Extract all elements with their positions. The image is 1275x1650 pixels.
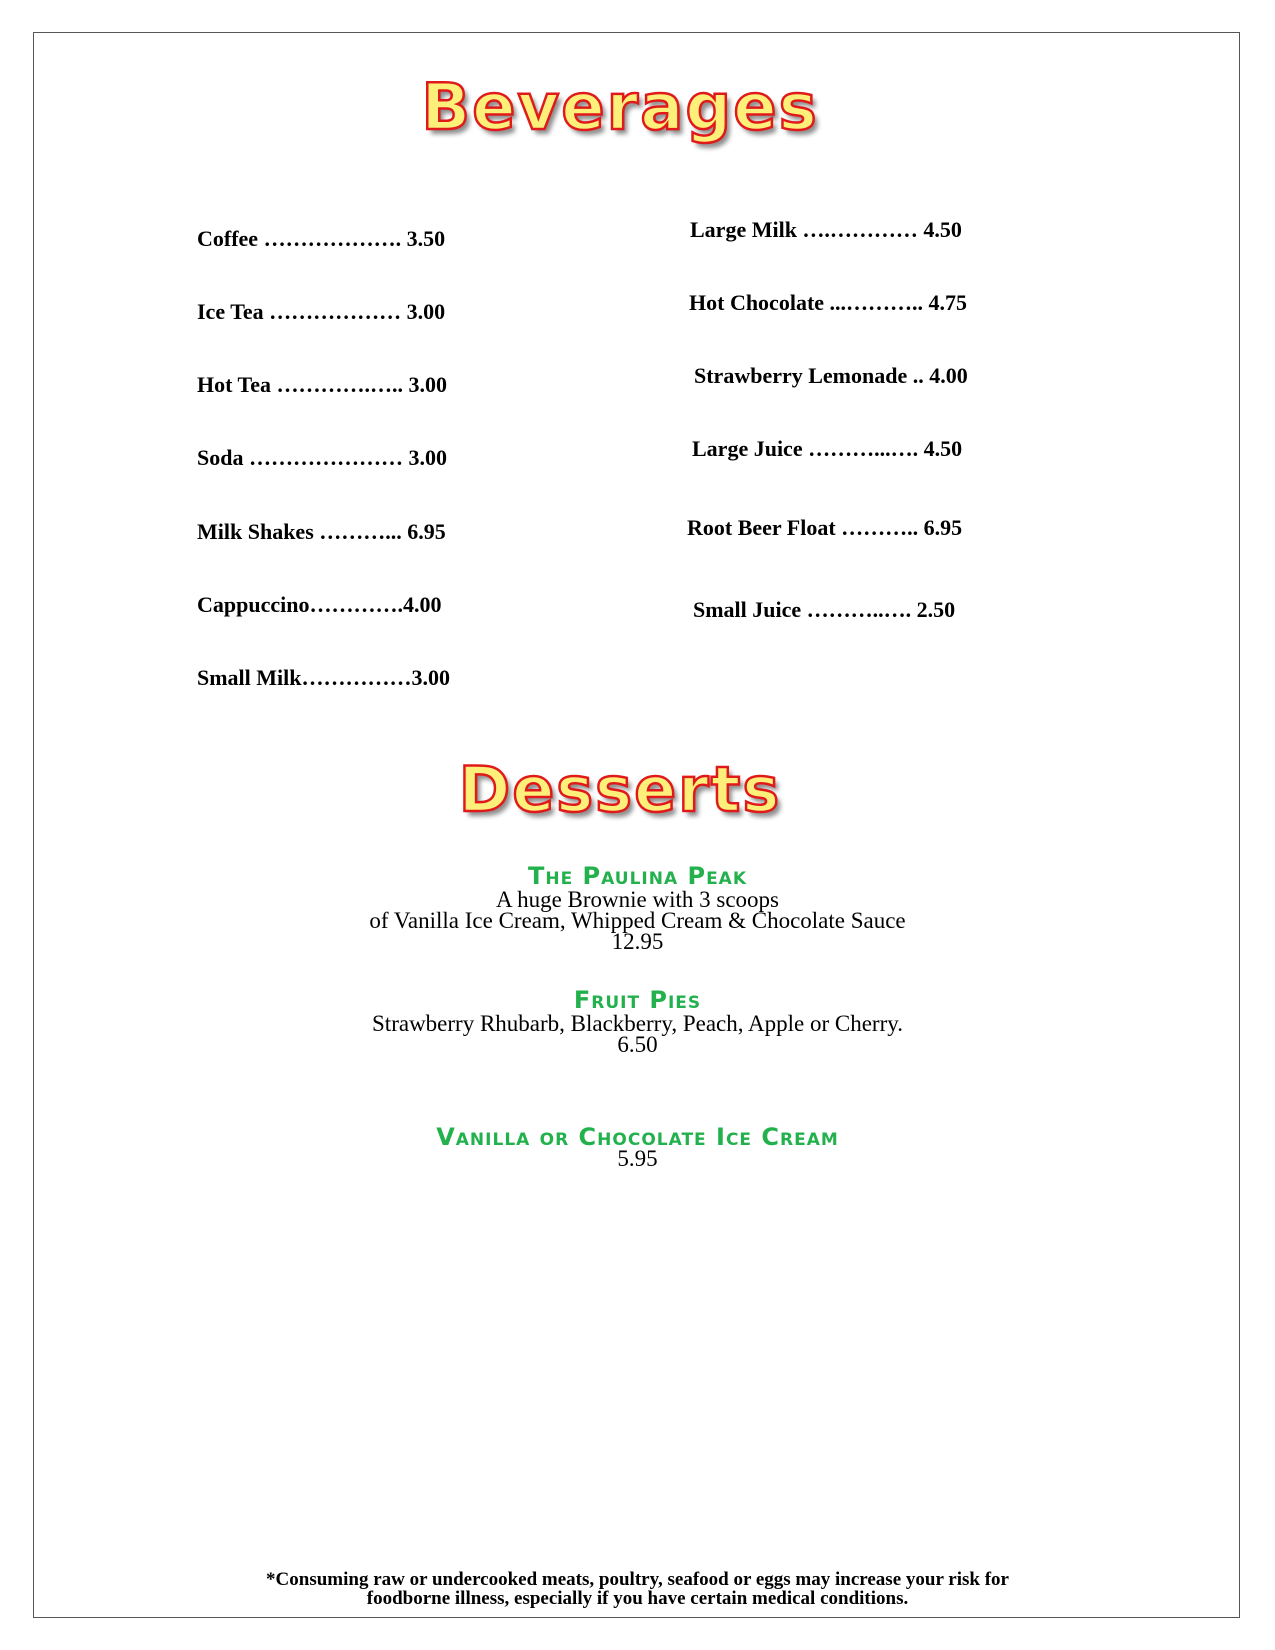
beverage-item-small-juice: Small Juice ………..…. 2.50 bbox=[693, 597, 956, 622]
dessert-price: 5.95 bbox=[617, 1146, 658, 1171]
dessert-description: of Vanilla Ice Cream, Whipped Cream & Chocolate Sauce bbox=[369, 908, 906, 933]
disclaimer-line-2: foodborne illness, especially if you have certain medical conditions. bbox=[366, 1588, 909, 1609]
beverage-item-large-juice: Large Juice ………...…. 4.50 bbox=[692, 436, 963, 461]
dessert-description: Strawberry Rhubarb, Blackberry, Peach, Apple or Cherry. bbox=[372, 1011, 903, 1036]
beverage-item-strawberry-lemonade: Strawberry Lemonade .. 4.00 bbox=[694, 363, 968, 388]
dessert-price: 6.50 bbox=[617, 1032, 658, 1057]
beverage-item-root-beer-float: Root Beer Float ……….. 6.95 bbox=[687, 515, 963, 540]
dessert-title-paulina-peak: The Paulina Peak bbox=[527, 862, 748, 890]
beverage-item-small-milk: Small Milk……………3.00 bbox=[197, 665, 451, 690]
desserts-heading: Desserts bbox=[458, 753, 782, 826]
beverage-item-milk-shakes: Milk Shakes ………... 6.95 bbox=[197, 519, 446, 544]
dessert-title-ice-cream: Vanilla or Chocolate Ice Cream bbox=[436, 1123, 839, 1151]
beverage-item-ice-tea: Ice Tea ……………… 3.00 bbox=[197, 299, 446, 324]
beverage-item-large-milk: Large Milk ….………… 4.50 bbox=[690, 217, 962, 242]
beverage-item-soda: Soda ………………… 3.00 bbox=[197, 445, 447, 470]
disclaimer-line-1: *Consuming raw or undercooked meats, poultry, seafood or eggs may increase your risk for bbox=[266, 1569, 1009, 1590]
beverage-item-cappuccino: Cappuccino………….4.00 bbox=[197, 592, 442, 617]
beverages-heading: Beverages bbox=[421, 71, 819, 145]
dessert-description: A huge Brownie with 3 scoops bbox=[495, 887, 779, 912]
beverage-item-hot-chocolate: Hot Chocolate ...……….. 4.75 bbox=[689, 290, 968, 315]
dessert-title-fruit-pies: Fruit Pies bbox=[573, 986, 702, 1014]
dessert-price: 12.95 bbox=[611, 929, 664, 954]
beverage-item-hot-tea: Hot Tea ………….….. 3.00 bbox=[197, 372, 447, 397]
beverage-item-coffee: Coffee ………………. 3.50 bbox=[197, 226, 446, 251]
